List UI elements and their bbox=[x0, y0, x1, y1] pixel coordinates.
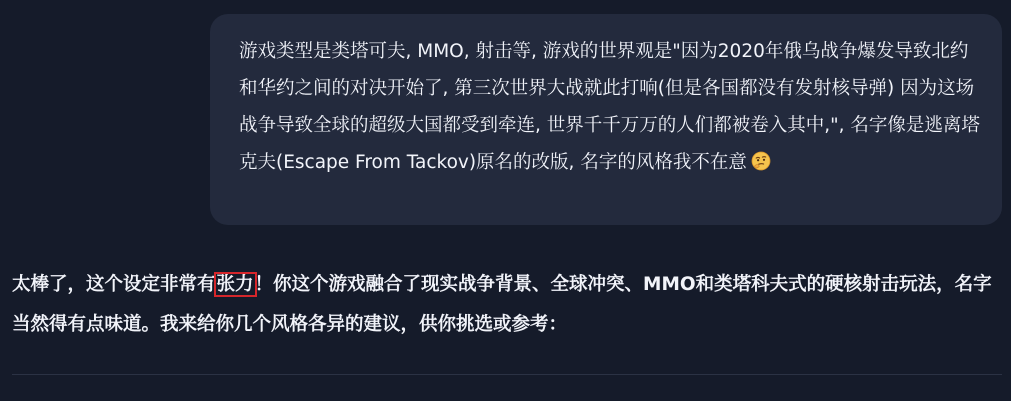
assistant-message-intro: 太棒了，这个设定非常有 bbox=[12, 274, 216, 295]
assistant-message bbox=[12, 265, 1002, 345]
assistant-message-text bbox=[12, 265, 1002, 345]
highlighted-word: 张力 bbox=[216, 274, 254, 295]
user-message-body: 游戏类型是类塔可夫, MMO, 射击等, 游戏的世界观是"因为2020年俄乌战争爆发导致北约和华约之间的对决开始了, 第三次世界大战就此打响(但是各国都没有发射核导弹) 因为这场战争导致全球的超级大国都受到牵连, 世界千千万万的人们都被卷入其中,", 名字像是逃离塔克夫(Escape From Tackov)原名的改版, 名字的风格我不在意 bbox=[239, 41, 980, 173]
user-message-text bbox=[239, 33, 980, 181]
message-divider bbox=[12, 374, 1002, 375]
assistant-message-body: ！你这个游戏融合了现实战争背景、全球冲突、MMO和类塔科夫式的硬核射击玩法，名字当然得有点味道。我来给你几个风格各异的建议，供你挑选或参考： bbox=[12, 274, 992, 335]
user-message-bubble bbox=[210, 14, 1002, 225]
thinking-face-icon bbox=[751, 151, 771, 171]
